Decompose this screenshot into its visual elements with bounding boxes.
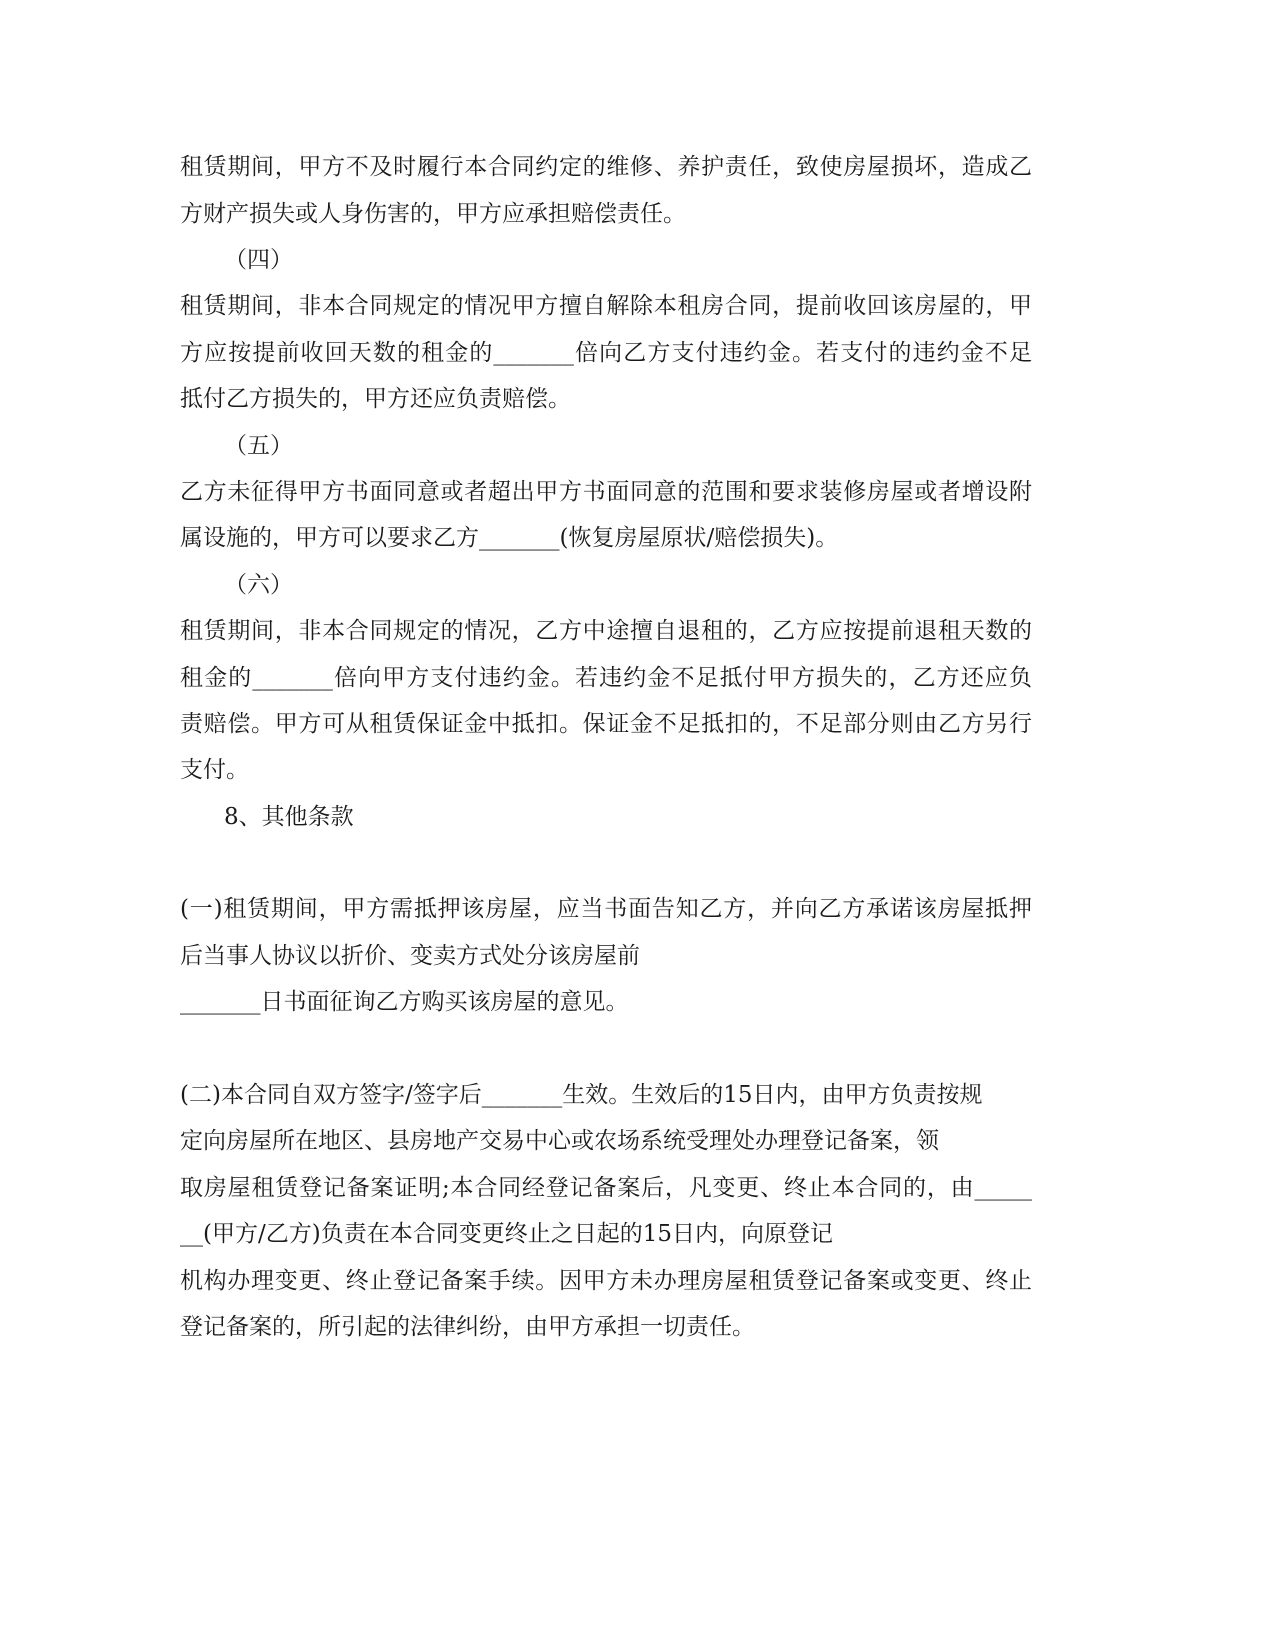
paragraph-line: 租赁期间，非本合同规定的情况，乙方中途擅自退租的，乙方应按提前退租天数的 — [180, 618, 1032, 644]
paragraph-line: 责赔偿。甲方可从租赁保证金中抵扣。保证金不足抵扣的，不足部分则由乙方另行 — [180, 711, 1032, 737]
paragraph-line: 支付。 — [180, 757, 249, 783]
paragraph-line: 抵付乙方损失的，甲方还应负责赔偿。 — [180, 386, 571, 412]
section-heading-5: （五） — [224, 433, 293, 459]
paragraph-line: (一)租赁期间，甲方需抵押该房屋，应当书面告知乙方，并向乙方承诺该房屋抵押 — [180, 896, 1032, 922]
paragraph-line: 方财产损失或人身伤害的，甲方应承担赔偿责任。 — [180, 201, 686, 227]
paragraph-line: 方应按提前收回天数的租金的_______倍向乙方支付违约金。若支付的违约金不足 — [180, 340, 1032, 366]
paragraph-line: __(甲方/乙方)负责在本合同变更终止之日起的15日内，向原登记 — [180, 1221, 833, 1247]
paragraph-line: 后当事人协议以折价、变卖方式处分该房屋前 — [180, 943, 640, 969]
paragraph-line: 定向房屋所在地区、县房地产交易中心或农场系统受理处办理登记备案，领 — [180, 1128, 939, 1154]
paragraph-line: _______日书面征询乙方购买该房屋的意见。 — [180, 989, 629, 1015]
paragraph-line: 机构办理变更、终止登记备案手续。因甲方未办理房屋租赁登记备案或变更、终止 — [180, 1268, 1032, 1294]
paragraph-line: (二)本合同自双方签字/签字后_______生效。生效后的15日内，由甲方负责按规 — [180, 1082, 983, 1108]
section-heading-6: （六） — [224, 572, 293, 598]
paragraph-line: 取房屋租赁登记备案证明;本合同经登记备案后，凡变更、终止本合同的，由_____ — [180, 1175, 1032, 1201]
section-heading-8: 8、其他条款 — [224, 804, 354, 830]
paragraph-line: 租金的_______倍向甲方支付违约金。若违约金不足抵付甲方损失的，乙方还应负 — [180, 665, 1032, 691]
paragraph-line: 登记备案的，所引起的法律纠纷，由甲方承担一切责任。 — [180, 1314, 755, 1340]
paragraph-line: 租赁期间，非本合同规定的情况甲方擅自解除本租房合同，提前收回该房屋的，甲 — [180, 293, 1032, 319]
paragraph-line: 乙方未征得甲方书面同意或者超出甲方书面同意的范围和要求装修房屋或者增设附 — [180, 479, 1032, 505]
paragraph-line: 属设施的，甲方可以要求乙方_______(恢复房屋原状/赔偿损失)。 — [180, 525, 839, 551]
section-heading-4: （四） — [224, 247, 293, 273]
paragraph-line: 租赁期间，甲方不及时履行本合同约定的维修、养护责任，致使房屋损坏，造成乙 — [180, 154, 1032, 180]
